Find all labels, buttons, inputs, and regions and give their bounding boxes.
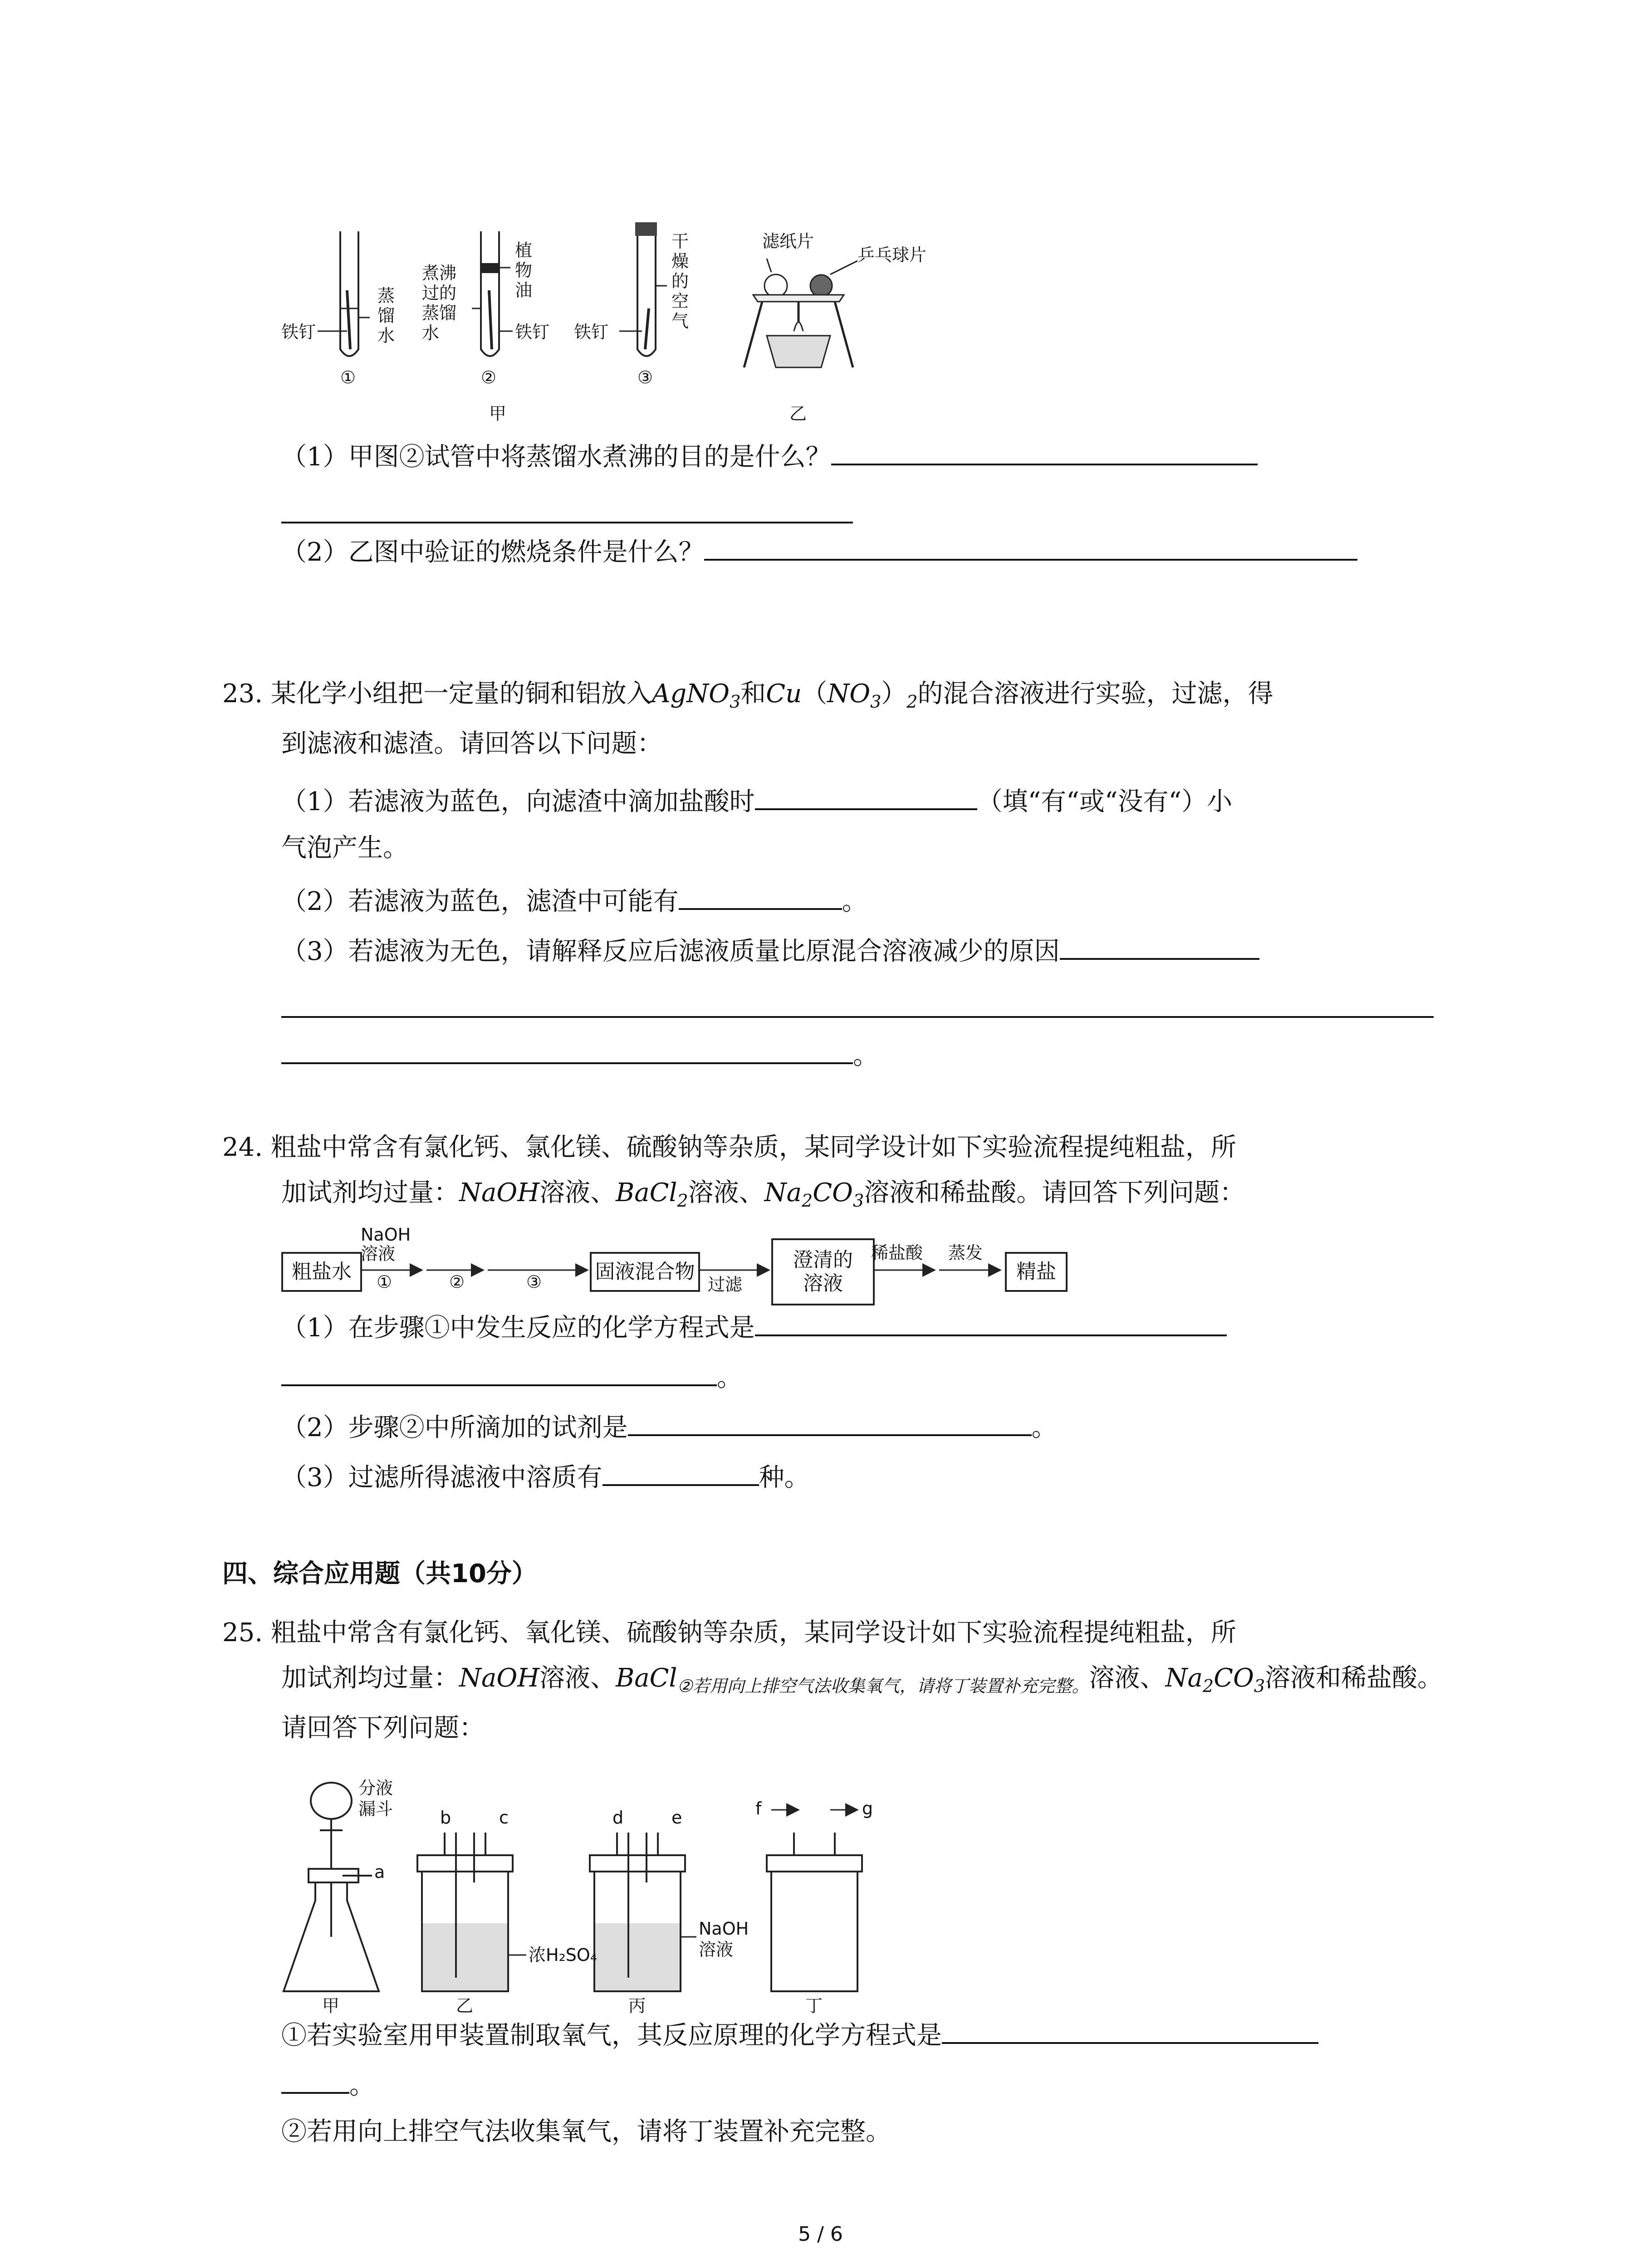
flow-box3-line1: 澄清的 [793,1248,853,1271]
q23-sub3-end: 。 [281,1034,878,1074]
q24-sub2: （2）步骤②中所滴加的试剂是 。 [281,1406,1057,1446]
label-tube-1: ① [340,367,356,387]
flow-step-2: ② [449,1272,465,1292]
label-a: a [374,1862,385,1882]
q25-stem-line2: 加试剂均过量：NaOH溶液、BaCl$_{②若用向上排空气法收集氧气,请将丁装置补充完整。}$溶液、$Na_2CO_3$溶液和稀盐酸。 [281,1663,1443,1696]
label-c: c [499,1808,509,1828]
q23-sub1: （1）若滤液为蓝色，向滤渣中滴加盐酸时 （填“有“或“没有“）小 [281,780,1232,820]
label-tie-ding-1: 铁钉 [281,322,316,342]
page-number: 5 / 6 [798,2223,843,2246]
label-dry-air: 干燥的空气 [671,231,689,331]
q22-sub2: （2）乙图中验证的燃烧条件是什么？ [281,531,1357,571]
q23-blank-3-cont1[interactable] [281,1016,1434,1018]
label-boiled-water: 煮沸过的蒸馏水 [422,263,457,343]
label-yi-apparatus: 乙 [456,1996,474,2016]
q24-blank-2[interactable] [628,1406,1032,1436]
q25-apparatus-figure [272,1765,953,2019]
flow-box-crude-brine: 粗盐水 [281,1252,362,1292]
label-naoh-1: NaOH [699,1919,749,1939]
label-naoh-2: 溶液 [699,1940,734,1960]
label-tube-2: ② [481,367,497,387]
label-b: b [440,1808,451,1828]
q24-blank-1[interactable] [755,1306,1227,1336]
label-yi: 乙 [789,404,807,424]
label-pingpong: 乒乓球片 [857,245,927,265]
label-ding-apparatus: 丁 [805,1996,823,2016]
q25-sub1: ①若实验室用甲装置制取氧气，其反应原理的化学方程式是 [281,2014,1318,2054]
label-jia: 甲 [489,404,507,424]
q23-blank-1[interactable] [755,780,977,810]
flow-guolv: 过滤 [708,1275,743,1295]
q25-blank-1[interactable] [942,2014,1318,2044]
q24-blank-3[interactable] [603,1456,759,1486]
q24-flowchart [281,1225,1071,1315]
q23-blank-3[interactable] [1060,930,1259,960]
flow-step-1: ① [377,1272,392,1292]
label-funnel-2: 漏斗 [358,1799,393,1819]
q22-blank-1-cont[interactable] [281,522,853,523]
q22-sub1: （1）甲图②试管中将蒸馏水煮沸的目的是什么？ [281,435,1258,475]
flow-naoh-label: NaOH [361,1225,411,1245]
flow-rongye-label: 溶液 [361,1244,396,1264]
label-f: f [755,1799,762,1818]
top-figure [272,218,998,431]
q23-sub1-cont: 气泡产生。 [281,833,408,863]
q25-sub2: ②若用向上排空气法收集氧气，请将丁装置补充完整。 [281,2117,891,2146]
q22-blank-1[interactable] [831,435,1258,465]
label-h2so4: 浓H₂SO₄ [529,1945,598,1965]
q25-stem-line1: 25. 粗盐中常含有氯化钙、氧化镁、硫酸钠等杂质，某同学设计如下实验流程提纯粗盐，所 [222,1618,1236,1647]
q24-stem-line2: 加试剂均过量：NaOH溶液、BaCl$_2$溶液、$Na_2CO_3$溶液和稀盐酸。请回答下列问题： [281,1178,1245,1211]
q24-sub1: （1）在步骤①中发生反应的化学方程式是 [281,1306,1227,1346]
label-g: g [862,1799,873,1818]
flow-zhengfa: 蒸发 [948,1243,983,1263]
flow-box-fine-salt: 精盐 [1005,1252,1068,1292]
label-distilled-water: 蒸馏水 [377,286,395,346]
label-funnel-1: 分液 [358,1778,393,1798]
flow-box3-line2: 溶液 [803,1272,843,1295]
q24-sub3: （3）过滤所得滤液中溶质有 种。 [281,1456,810,1496]
q23-stem-line2: 到滤液和滤渣。请回答以下问题： [281,729,662,758]
q23-sub2: （2）若滤液为蓝色，滤渣中可能有 。 [281,880,867,920]
q23-sub3: （3）若滤液为无色，请解释反应后滤液质量比原混合溶液减少的原因 [281,930,1259,970]
q23-blank-2[interactable] [679,880,842,910]
q24-sub1-end: 。 [281,1356,742,1396]
label-filter-paper: 滤纸片 [762,231,814,251]
q24-blank-1-cont[interactable] [281,1356,717,1386]
flow-step-3: ③ [526,1272,542,1292]
q23-stem-line1: 23. 某化学小组把一定量的铜和铝放入AgNO$_3$和$Cu(NO_3)_2$的混合溶液进行实验，过滤，得 [222,679,1274,712]
flow-box-mixture: 固液混合物 [590,1252,700,1292]
q25-stem-line3: 请回答下列问题： [281,1713,485,1743]
label-tube-3: ③ [637,367,653,387]
label-vegetable-oil: 植物油 [515,240,533,300]
label-tie-ding-2: 铁钉 [515,322,550,342]
label-jia-apparatus: 甲 [322,1996,340,2016]
label-bing-apparatus: 丙 [628,1996,646,2016]
label-tie-ding-3: 铁钉 [574,322,609,342]
q22-blank-2[interactable] [704,531,1357,561]
section-4-heading: 四、综合应用题（共10分） [222,1559,537,1589]
label-e: e [671,1808,682,1828]
q25-blank-1-cont[interactable] [281,2064,349,2094]
flow-xiyansuan: 稀盐酸 [871,1243,923,1263]
label-d: d [612,1808,624,1828]
q23-blank-3-cont2[interactable] [281,1034,853,1064]
q24-stem-line1: 24. 粗盐中常含有氯化钙、氯化镁、硫酸钠等杂质，某同学设计如下实验流程提纯粗盐，所 [222,1133,1236,1162]
q25-sub1-end: 。 [281,2064,375,2104]
flow-box-clear-solution [771,1238,875,1305]
